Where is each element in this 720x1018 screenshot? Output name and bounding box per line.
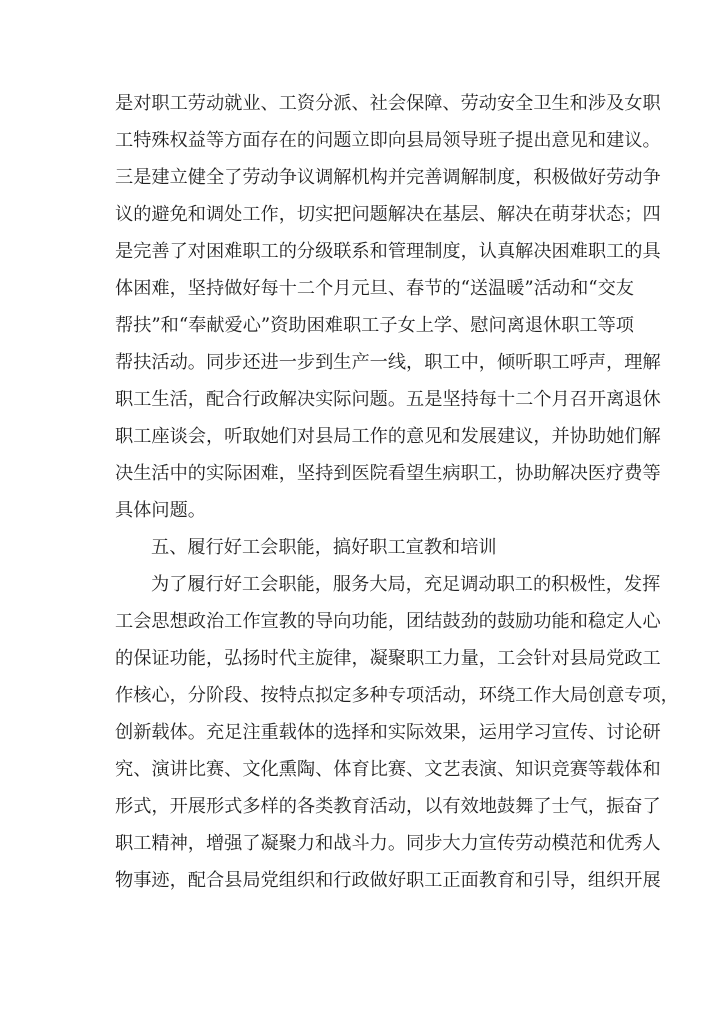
text-line: 物事迹，配合县局党组织和行政做好职工正面教育和引导，组织开展 bbox=[115, 870, 661, 891]
text-line: 究、演讲比赛、文化熏陶、体育比赛、文艺表演、知识竞赛等载体和 bbox=[115, 759, 661, 780]
text-line: 体困难，坚持做好每十二个月元旦、春节的“送温暖”活动和“交友 bbox=[115, 278, 634, 299]
text-line: 具体问题。 bbox=[115, 500, 206, 521]
text-line: 工特殊权益等方面存在的问题立即向县局领导班子提出意见和建议。 bbox=[115, 130, 661, 151]
text-line: 为了履行好工会职能，服务大局，充足调动职工的积极性，发挥 bbox=[151, 574, 661, 595]
text-line: 议的避免和调处工作，切实把问题解决在基层、解决在萌芽状态；四 bbox=[115, 204, 661, 225]
text-line: 是对职工劳动就业、工资分派、社会保障、劳动安全卫生和涉及女职 bbox=[115, 93, 661, 114]
text-line: 形式，开展形式多样的各类教育活动，以有效地鼓舞了士气，振奋了 bbox=[115, 796, 661, 817]
text-line: 帮扶活动。同步还进一步到生产一线，职工中，倾听职工呼声，理解 bbox=[115, 352, 661, 373]
text-line: 三是建立健全了劳动争议调解机构并完善调解制度，积极做好劳动争 bbox=[115, 167, 661, 188]
text-line: 是完善了对困难职工的分级联系和管理制度，认真解决困难职工的具 bbox=[115, 241, 661, 262]
text-line: 职工生活，配合行政解决实际问题。五是坚持每十二个月召开离退休 bbox=[115, 389, 661, 410]
text-line: 工会思想政治工作宣教的导向功能，团结鼓劲的鼓励功能和稳定人心 bbox=[115, 611, 661, 632]
text-line: 职工座谈会，听取她们对县局工作的意见和发展建议，并协助她们解 bbox=[115, 426, 661, 447]
text-line: 的保证功能，弘扬时代主旋律，凝聚职工力量，工会针对县局党政工 bbox=[115, 648, 661, 669]
text-line: 职工精神，增强了凝聚力和战斗力。同步大力宣传劳动模范和优秀人 bbox=[115, 833, 661, 854]
section-heading: 五、履行好工会职能，搞好职工宣教和培训 bbox=[151, 537, 497, 558]
text-line: 作核心，分阶段、按特点拟定多种专项活动，环绕工作大局创意专项， bbox=[115, 685, 679, 706]
text-line: 帮扶”和“奉献爱心”资助困难职工子女上学、慰问离退休职工等项 bbox=[115, 315, 634, 336]
text-line: 创新载体。充足注重载体的选择和实际效果，运用学习宣传、讨论研 bbox=[115, 722, 661, 743]
text-line: 决生活中的实际困难，坚持到医院看望生病职工，协助解决医疗费等 bbox=[115, 463, 661, 484]
